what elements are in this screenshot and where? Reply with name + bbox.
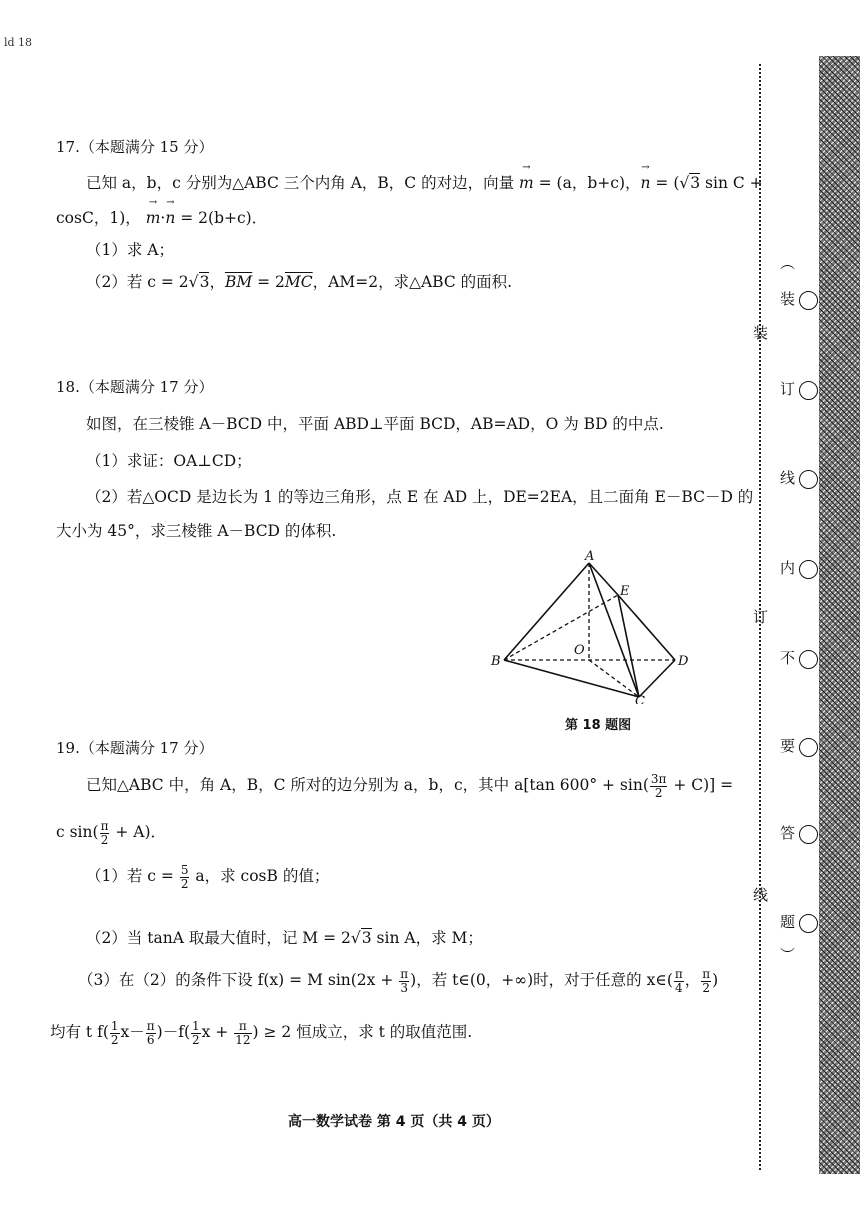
binding-right-char-3: 线 — [780, 467, 818, 489]
label-O: O — [574, 643, 585, 658]
binding-left-char-3: 线 — [753, 886, 769, 904]
binding-right-char-4: 内 — [780, 557, 818, 579]
q17-line-1: 已知 a，b，c 分别为△ABC 三个内角 A，B，C 的对边，向量 → m = (a，b+c)，→ n = (√3 sin C + — [86, 171, 763, 193]
q19-line-2: c sin( $\frac{\pi}{2}$ + A)． — [56, 819, 167, 847]
binding-right-char-2: 订 — [780, 378, 818, 400]
binding-hatched-edge — [819, 56, 860, 1174]
q17-part-1: （1）求 A； — [86, 241, 174, 259]
q19-part-2: （2）当 tanA 取最大值时，记 M = 2√3 sin A，求 M； — [86, 929, 483, 947]
edge-CD — [639, 660, 675, 697]
binding-right-char-6: 要 — [780, 735, 818, 757]
binding-left-char-1: 装 — [753, 324, 769, 342]
binding-right-char-1: 装 — [780, 288, 818, 310]
label-C: C — [635, 694, 645, 704]
q19-line-1: 已知△ABC 中，角 A，B，C 所对的边分别为 a，b，c，其中 a[tan 600° + sin( $\frac{3\pi}{2}$ + C)] = — [86, 772, 734, 800]
binding-right-char-5: 不 — [780, 647, 818, 669]
q17-line-2: cosC，1)， → m·→ n = 2(b+c)． — [56, 206, 267, 228]
label-A: A — [585, 549, 595, 564]
q18-part-2: （2）若△OCD 是边长为 1 的等边三角形，点 E 在 AD 上，DE=2EA，且二面角 E－BC－D 的 — [86, 488, 754, 506]
q18-heading: 18.（本题满分 17 分） — [56, 378, 214, 396]
binding-circle-3 — [799, 470, 818, 489]
binding-right-char-8: 题 — [780, 911, 818, 933]
binding-circle-5 — [799, 650, 818, 669]
q18-line-1: 如图，在三棱锥 A－BCD 中，平面 ABD⊥平面 BCD，AB=AD，O 为 BD 的中点. — [86, 415, 664, 433]
label-E: E — [620, 584, 630, 599]
corner-mark: ld 18 — [4, 36, 33, 49]
binding-circle-7 — [799, 825, 818, 844]
q17-part-2: （2）若 c = 2√3，$\overline{BM} = 2\overline{MC}$，AM=2，求△ABC 的面积. — [86, 273, 513, 291]
q17-heading: 17.（本题满分 15 分） — [56, 138, 214, 156]
page-footer: 高一数学试卷 第 4 页（共 4 页） — [288, 1114, 500, 1130]
q18-part-2-cont: 大小为 45°，求三棱锥 A－BCD 的体积. — [56, 522, 337, 540]
edge-BC — [504, 660, 639, 697]
edge-BE — [504, 595, 618, 660]
binding-circle-8 — [799, 914, 818, 933]
binding-open-paren: ︵ — [780, 254, 796, 272]
binding-circle-4 — [799, 560, 818, 579]
q18-figure-caption: 第 18 题图 — [565, 718, 632, 733]
label-D: D — [678, 654, 689, 669]
label-B: B — [491, 654, 501, 669]
q19-part-3-cont: 均有 t f( $\frac{1}{2}$ x－ $\frac{\pi}{6}$ )－f( $\frac{1}{2}$ x + $\frac{\pi}{12}$ ) ≥ 2 恒成立，求 t 的取值范围. — [50, 1019, 473, 1047]
binding-circle-1 — [799, 291, 818, 310]
binding-right-char-7: 答 — [780, 822, 818, 844]
q19-heading: 19.（本题满分 17 分） — [56, 739, 214, 757]
q19-part-1: （1）若 c = $\frac{5}{2}$ a，求 cosB 的值； — [86, 863, 330, 891]
q18-part-1: （1）求证：OA⊥CD； — [86, 452, 252, 470]
edge-ED — [618, 595, 675, 660]
q19-part-3: （3）在（2）的条件下设 f(x) = M sin(2x + $\frac{\pi}{3}$ )，若 t∈(0，+∞)时，对于任意的 x∈( $\frac{\pi}{4}$ ， $\frac{\pi}{2}$ ) — [78, 967, 719, 995]
edge-AC — [589, 563, 639, 697]
edge-EC — [618, 595, 639, 697]
edge-AE — [589, 563, 618, 595]
binding-circle-2 — [799, 381, 818, 400]
binding-circle-6 — [799, 738, 818, 757]
binding-left-char-2: 订 — [753, 608, 769, 626]
binding-close-paren: ︶ — [780, 946, 796, 964]
q18-figure — [482, 548, 702, 704]
